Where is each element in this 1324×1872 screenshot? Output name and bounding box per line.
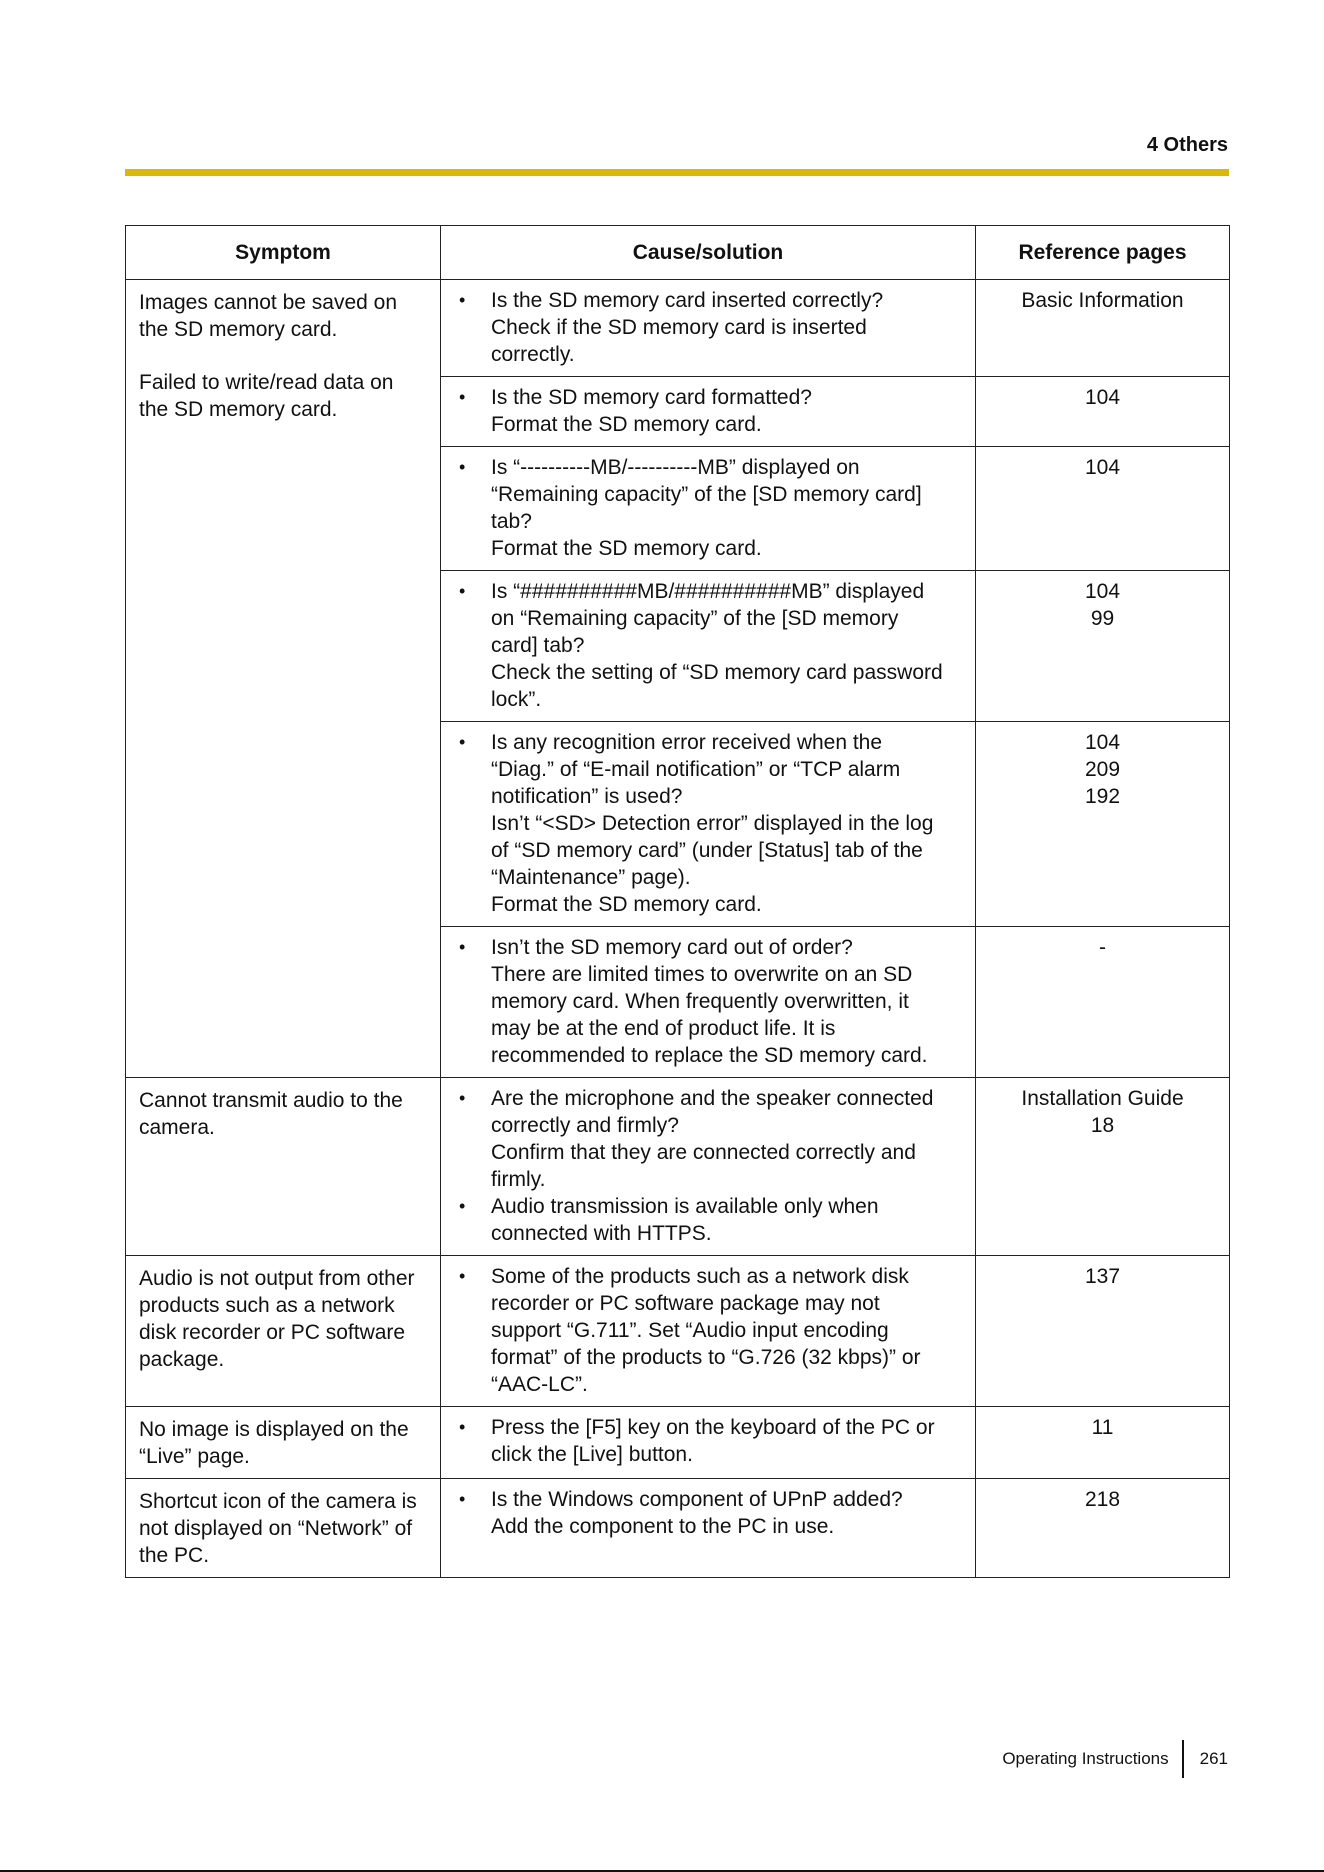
symptom-text: Shortcut icon of the camera is not displayed on “Network” of the PC. xyxy=(139,1490,417,1567)
cause-text-line: support “G.711”. Set “Audio input encoding xyxy=(491,1319,889,1342)
cause-text-line: Add the component to the PC in use. xyxy=(491,1515,835,1538)
cause-bullet-item xyxy=(449,1085,967,1193)
bullet-icon: • xyxy=(459,387,466,407)
cause-bullet-list xyxy=(449,1414,967,1468)
cause-text-line: Check the setting of “SD memory card password xyxy=(491,661,943,684)
cause-text-line: click the [Live] button. xyxy=(491,1443,693,1466)
cause-text-line: format” of the products to “G.726 (32 kbps)” or xyxy=(491,1346,921,1369)
table-row xyxy=(126,280,1230,377)
cause-text-line: recorder or PC software package may not xyxy=(491,1292,880,1315)
reference-pages-cell xyxy=(976,1256,1230,1407)
reference-pages-cell xyxy=(976,1078,1230,1256)
cause-solution-cell xyxy=(441,1407,976,1479)
table-row xyxy=(126,1479,1230,1578)
cause-text-line: lock”. xyxy=(491,688,542,711)
cause-bullet-list xyxy=(449,578,967,713)
reference-page: 104 xyxy=(1084,386,1121,409)
cause-text-line: “Diag.” of “E-mail notification” or “TCP alarm xyxy=(491,758,901,781)
symptom-text: Cannot transmit audio to the camera. xyxy=(139,1089,403,1139)
cause-bullet-list xyxy=(449,384,967,438)
bullet-icon: • xyxy=(459,1417,466,1437)
cause-solution-cell xyxy=(441,1479,976,1578)
reference-page: 104 xyxy=(1084,456,1121,479)
reference-pages-cell xyxy=(976,377,1230,447)
cause-text-line: of “SD memory card” (under [Status] tab of the xyxy=(491,839,923,862)
column-header-cause-solution: Cause/solution xyxy=(441,226,976,280)
header-rule xyxy=(125,169,1229,176)
symptom-text: Audio is not output from other products such as a network disk recorder or PC software package. xyxy=(139,1267,415,1371)
cause-text-line: connected with HTTPS. xyxy=(491,1222,712,1245)
symptom-cell xyxy=(126,1256,441,1407)
page-footer xyxy=(1002,1740,1228,1778)
reference-page: 104 xyxy=(1084,731,1121,754)
cause-text-line: “Maintenance” page). xyxy=(491,866,691,889)
cause-solution-cell xyxy=(441,447,976,571)
cause-bullet-item xyxy=(449,1486,967,1540)
cause-text-line: Confirm that they are connected correctly and xyxy=(491,1141,916,1164)
cause-bullet-item xyxy=(449,384,967,438)
cause-text-line: tab? xyxy=(491,510,532,533)
cause-solution-cell xyxy=(441,571,976,722)
bullet-icon: • xyxy=(459,457,466,477)
cause-text-line: Format the SD memory card. xyxy=(491,413,762,436)
cause-text-line: Is the SD memory card formatted? xyxy=(491,386,812,409)
cause-text-line: Check if the SD memory card is inserted xyxy=(491,316,867,339)
cause-solution-cell xyxy=(441,1256,976,1407)
reference-pages-cell xyxy=(976,280,1230,377)
reference-page: 99 xyxy=(1090,607,1115,630)
cause-text-line: Is any recognition error received when the xyxy=(491,731,883,754)
bullet-icon: • xyxy=(459,1489,466,1509)
cause-text-line: recommended to replace the SD memory card. xyxy=(491,1044,928,1067)
cause-text-line: There are limited times to overwrite on an SD xyxy=(491,963,913,986)
reference-page: Installation Guide xyxy=(1021,1087,1184,1110)
cause-bullet-list xyxy=(449,934,967,1069)
reference-page: 137 xyxy=(1084,1265,1121,1288)
symptom-text: No image is displayed on the “Live” page. xyxy=(139,1418,409,1468)
cause-bullet-item xyxy=(449,287,967,368)
table-header-row xyxy=(126,226,1230,280)
cause-text-line: on “Remaining capacity” of the [SD memory xyxy=(491,607,899,630)
cause-bullet-list xyxy=(449,1263,967,1398)
reference-pages-cell xyxy=(976,571,1230,722)
cause-solution-cell xyxy=(441,1078,976,1256)
cause-text-line: Audio transmission is available only when xyxy=(491,1195,879,1218)
cause-bullet-list xyxy=(449,287,967,368)
cause-text-line: Format the SD memory card. xyxy=(491,537,762,560)
cause-text-line: correctly. xyxy=(491,343,575,366)
symptom-cell xyxy=(126,1479,441,1578)
cause-bullet-list xyxy=(449,1486,967,1540)
cause-solution-cell xyxy=(441,377,976,447)
table-row xyxy=(126,1078,1230,1256)
cause-text-line: Isn’t the SD memory card out of order? xyxy=(491,936,853,959)
cause-text-line: Format the SD memory card. xyxy=(491,893,762,916)
footer-divider xyxy=(1182,1740,1184,1778)
cause-bullet-item xyxy=(449,1193,967,1247)
reference-page: 218 xyxy=(1084,1488,1121,1511)
bullet-icon: • xyxy=(459,1196,466,1216)
reference-pages-cell xyxy=(976,927,1230,1078)
cause-bullet-list xyxy=(449,729,967,918)
cause-bullet-item xyxy=(449,1414,967,1468)
cause-text-line: correctly and firmly? xyxy=(491,1114,679,1137)
bullet-icon: • xyxy=(459,290,466,310)
section-title: 4 Others xyxy=(1146,134,1228,156)
bullet-icon: • xyxy=(459,581,466,601)
cause-bullet-item xyxy=(449,578,967,713)
reference-page: 209 xyxy=(1084,758,1121,781)
bullet-icon: • xyxy=(459,732,466,752)
cause-text-line: Is the SD memory card inserted correctly? xyxy=(491,289,884,312)
bullet-icon: • xyxy=(459,1088,466,1108)
cause-text-line: may be at the end of product life. It is xyxy=(491,1017,836,1040)
symptom-cell xyxy=(126,1078,441,1256)
reference-pages-cell xyxy=(976,1479,1230,1578)
reference-page: 11 xyxy=(1091,1416,1114,1439)
cause-text-line: Press the [F5] key on the keyboard of the PC or xyxy=(491,1416,935,1439)
symptom-cell xyxy=(126,280,441,1078)
reference-page: 18 xyxy=(1090,1114,1115,1137)
reference-pages-cell xyxy=(976,1407,1230,1479)
reference-page: - xyxy=(1099,936,1106,959)
cause-text-line: Is the Windows component of UPnP added? xyxy=(491,1488,903,1511)
reference-pages-cell xyxy=(976,722,1230,927)
cause-solution-cell xyxy=(441,927,976,1078)
cause-text-line: Some of the products such as a network disk xyxy=(491,1265,909,1288)
bullet-icon: • xyxy=(459,1266,466,1286)
cause-text-line: Is “----------MB/----------MB” displayed on xyxy=(491,456,860,479)
cause-text-line: card] tab? xyxy=(491,634,585,657)
reference-page: Basic Information xyxy=(1021,289,1184,312)
cause-text-line: Is “##########MB/##########MB” displayed xyxy=(491,580,925,603)
symptom-text: Images cannot be saved on the SD memory card. xyxy=(139,291,398,341)
cause-solution-cell xyxy=(441,280,976,377)
manual-name: Operating Instructions xyxy=(1002,1749,1169,1768)
table-row xyxy=(126,1256,1230,1407)
cause-bullet-list xyxy=(449,1085,967,1247)
cause-text-line: notification” is used? xyxy=(491,785,683,808)
cause-solution-cell xyxy=(441,722,976,927)
cause-text-line: Are the microphone and the speaker connected xyxy=(491,1087,934,1110)
bullet-icon: • xyxy=(459,937,466,957)
symptom-text: Failed to write/read data on the SD memory card. xyxy=(139,371,394,421)
reference-page: 192 xyxy=(1084,785,1121,808)
cause-text-line: “Remaining capacity” of the [SD memory card] xyxy=(491,483,922,506)
cause-bullet-item xyxy=(449,1263,967,1398)
column-header-reference-pages: Reference pages xyxy=(976,226,1230,280)
cause-text-line: memory card. When frequently overwritten, it xyxy=(491,990,909,1013)
table-body xyxy=(126,280,1230,1578)
reference-page: 104 xyxy=(1084,580,1121,603)
cause-text-line: firmly. xyxy=(491,1168,546,1191)
page-number: 261 xyxy=(1199,1749,1228,1768)
troubleshooting-table xyxy=(125,225,1230,1578)
cause-text-line: “AAC-LC”. xyxy=(491,1373,588,1396)
column-header-symptom: Symptom xyxy=(126,226,441,280)
cause-bullet-list xyxy=(449,454,967,562)
reference-pages-cell xyxy=(976,447,1230,571)
cause-text-line: Isn’t “<SD> Detection error” displayed in the log xyxy=(491,812,934,835)
cause-bullet-item xyxy=(449,454,967,562)
table-row xyxy=(126,1407,1230,1479)
cause-bullet-item xyxy=(449,729,967,918)
symptom-cell xyxy=(126,1407,441,1479)
cause-bullet-item xyxy=(449,934,967,1069)
